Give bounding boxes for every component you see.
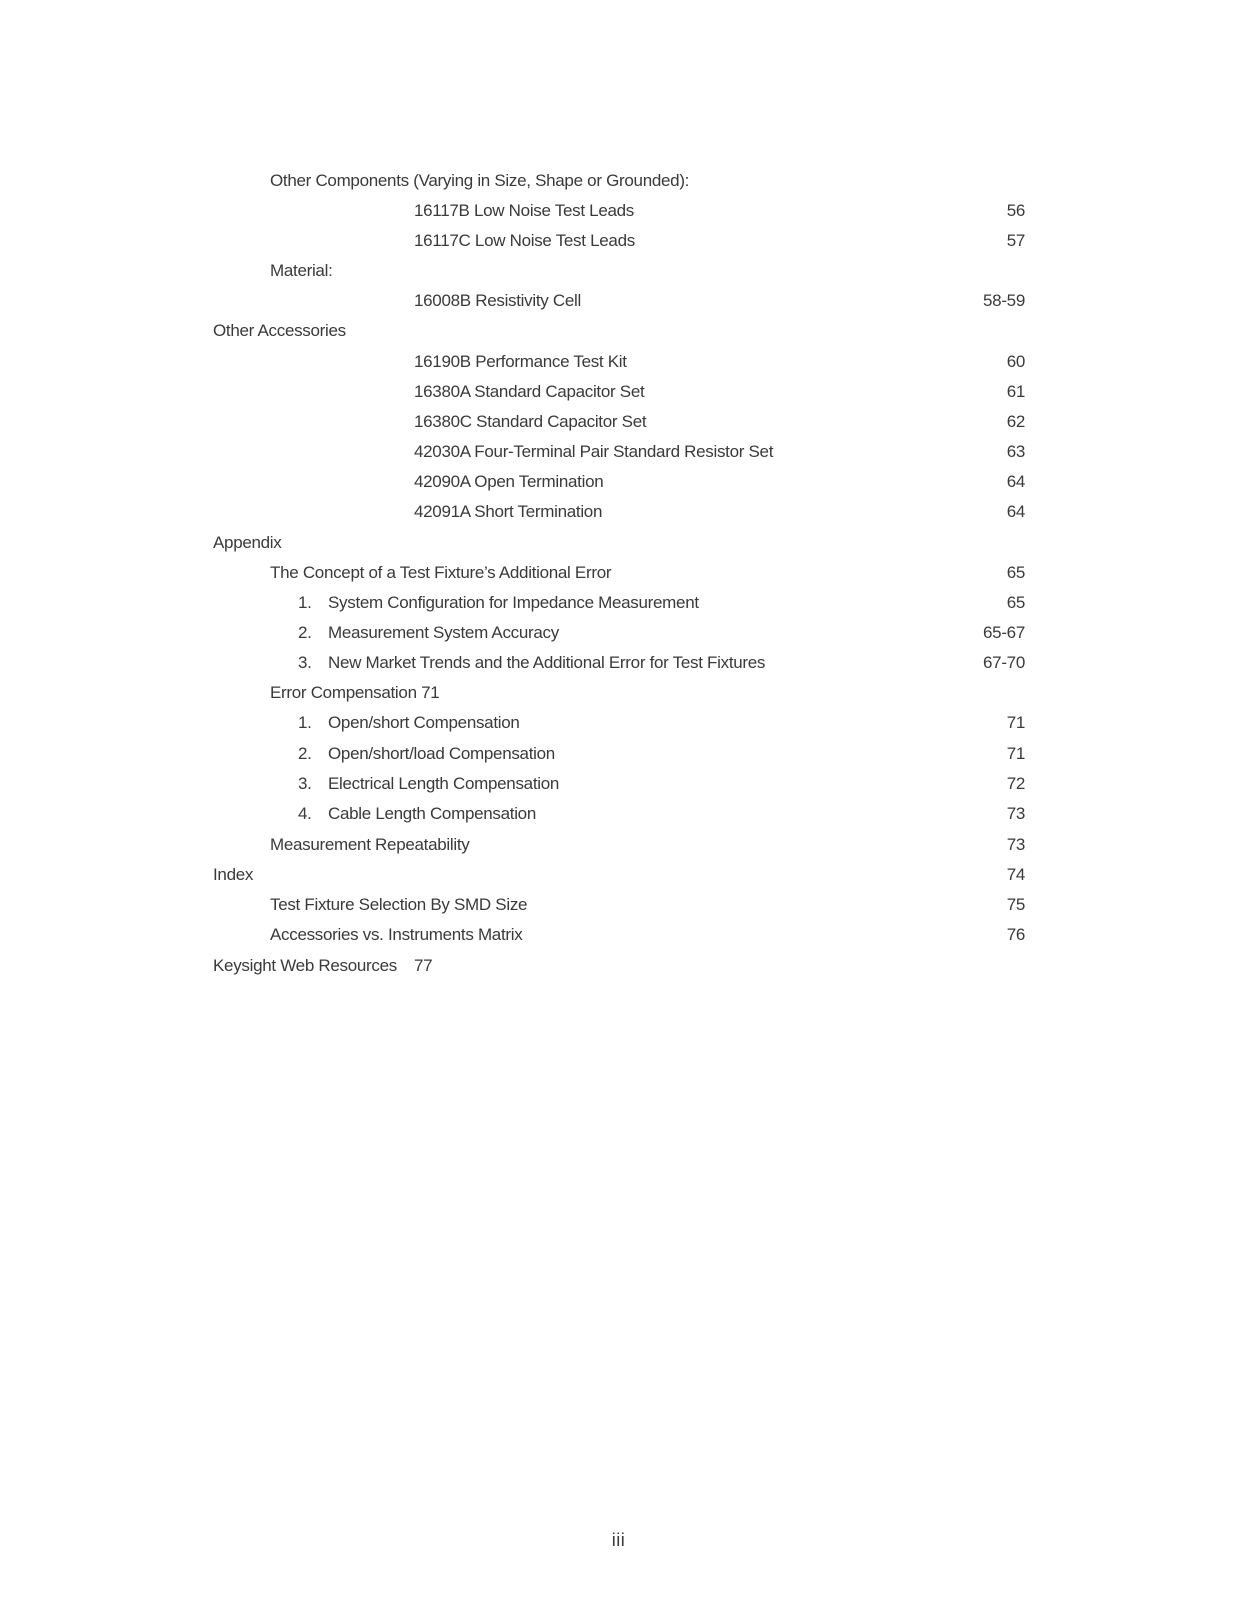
toc-entry [0, 316, 1237, 346]
toc-entry-title: System Configuration for Impedance Measurement [328, 593, 699, 612]
toc-entry-title: Keysight Web Resources [213, 956, 397, 975]
toc-entry-page: 72 [1006, 774, 1025, 793]
toc-entry [0, 678, 1237, 708]
toc-entry-title: Cable Length Compensation [328, 804, 536, 823]
toc-entry-title: 42090A Open Termination [414, 472, 604, 491]
toc-entry [0, 166, 1237, 196]
toc-entry-number: 2. [298, 744, 312, 763]
toc-entry-page: 57 [1006, 231, 1025, 250]
toc-entry-title: 16380A Standard Capacitor Set [414, 382, 645, 401]
toc-entry-title: Error Compensation 71 [270, 683, 440, 702]
toc-entry[interactable] [0, 830, 1237, 860]
toc-entry-page: 75 [1006, 895, 1025, 914]
toc-entry-title: 16190B Performance Test Kit [414, 352, 627, 371]
toc-entry-title: Index [213, 865, 254, 884]
toc-entry-title: The Concept of a Test Fixture’s Additional Error [270, 563, 612, 582]
toc-entry-title: 16117C Low Noise Test Leads [414, 231, 635, 250]
toc-entry-title: Material: [270, 261, 333, 280]
toc-entry[interactable] [0, 558, 1237, 588]
toc-entry-page: 58-59 [983, 291, 1025, 310]
toc-entry-page: 60 [1006, 352, 1025, 371]
toc-entry-title: Appendix [213, 533, 282, 552]
toc-entry-page: 64 [1006, 502, 1025, 521]
toc-entry[interactable] [0, 226, 1237, 256]
toc-entry[interactable] [0, 648, 1237, 678]
toc-entry-number: 3. [298, 774, 312, 793]
toc-entry[interactable] [0, 769, 1237, 799]
toc-entry[interactable] [0, 618, 1237, 648]
toc-entry[interactable] [0, 286, 1237, 316]
toc-entry-number: 4. [298, 804, 312, 823]
toc-entry-title: Electrical Length Compensation [328, 774, 560, 793]
toc-entry[interactable] [0, 497, 1237, 527]
toc-entry[interactable] [0, 347, 1237, 377]
toc-entry[interactable] [0, 588, 1237, 618]
toc-entry-page: 74 [1006, 865, 1025, 884]
toc-entry[interactable] [0, 920, 1237, 950]
toc-entry-number: 3. [298, 653, 312, 672]
toc-entry-page: 65-67 [983, 623, 1025, 642]
toc-entry-title: 42091A Short Termination [414, 502, 603, 521]
toc-entry-title: 16380C Standard Capacitor Set [414, 412, 647, 431]
toc-entry[interactable] [0, 437, 1237, 467]
toc-entry-title: Accessories vs. Instruments Matrix [270, 925, 523, 944]
toc-entry-title: 42030A Four-Terminal Pair Standard Resistor Set [414, 442, 774, 461]
toc-entry[interactable] [0, 467, 1237, 497]
toc-entry [0, 528, 1237, 558]
toc-entry-page: 56 [1006, 201, 1025, 220]
toc-entry-title: 16117B Low Noise Test Leads [414, 201, 634, 220]
toc-entry[interactable] [0, 890, 1237, 920]
toc-entry[interactable] [0, 860, 1237, 890]
toc-entry-number: 2. [298, 623, 312, 642]
toc-entry-number: 1. [298, 593, 312, 612]
toc-entry-page: 65 [1006, 593, 1025, 612]
toc-entry-title: Open/short/load Compensation [328, 744, 555, 763]
toc-entry-page: 64 [1006, 472, 1025, 491]
toc-entry-page: 67-70 [983, 653, 1025, 672]
toc-entry-page: 62 [1006, 412, 1025, 431]
toc-entry-title: Other Components (Varying in Size, Shape or Grounded): [270, 171, 690, 190]
toc-entry-page: 65 [1006, 563, 1025, 582]
page-number: iii [611, 1530, 626, 1550]
toc-entry[interactable] [0, 799, 1237, 829]
toc-entry-title: Other Accessories [213, 321, 346, 340]
toc-entry-page: 71 [1006, 744, 1025, 763]
toc-entry[interactable] [0, 739, 1237, 769]
toc-entry-page: 77 [414, 956, 433, 975]
toc-entry-page: 76 [1006, 925, 1025, 944]
toc-entry-title: Open/short Compensation [328, 713, 520, 732]
toc-entry-page: 73 [1006, 835, 1025, 854]
toc-entry-title: Measurement System Accuracy [328, 623, 559, 642]
toc-entry[interactable] [0, 196, 1237, 226]
toc-entry-title: Test Fixture Selection By SMD Size [270, 895, 528, 914]
toc-entry[interactable] [0, 377, 1237, 407]
toc-entry-page: 71 [1006, 713, 1025, 732]
toc-entry-title: Measurement Repeatability [270, 835, 470, 854]
toc-entry-number: 1. [298, 713, 312, 732]
toc-entry-title: New Market Trends and the Additional Error for Test Fixtures [328, 653, 766, 672]
toc-entry-page: 73 [1006, 804, 1025, 823]
toc-entry-page: 61 [1006, 382, 1025, 401]
toc-entry-title: 16008B Resistivity Cell [414, 291, 581, 310]
toc-entry[interactable] [0, 951, 1237, 981]
toc-entry[interactable] [0, 708, 1237, 738]
toc-entry[interactable] [0, 407, 1237, 437]
toc-entry [0, 256, 1237, 286]
toc-entry-page: 63 [1006, 442, 1025, 461]
